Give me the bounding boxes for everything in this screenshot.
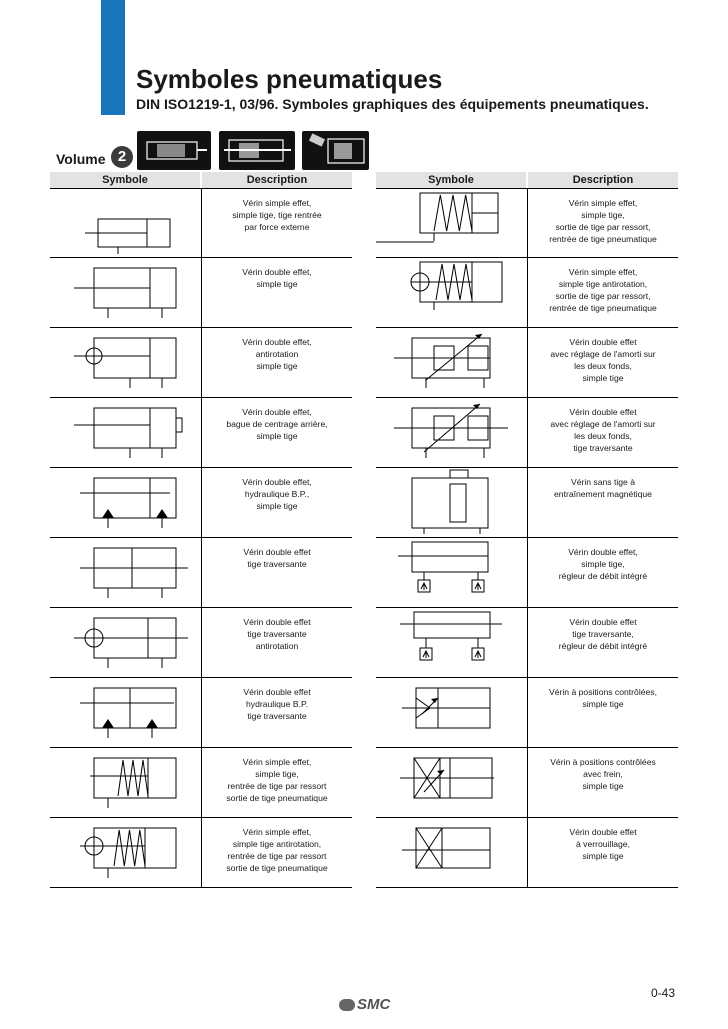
description-line: avec réglage de l'amorti sur [550,419,656,429]
left-symbol-table [50,172,352,888]
description-cell [202,678,352,747]
description-line: régleur de débit intégré [558,641,648,651]
volume-number-badge: 2 [111,146,133,168]
double-acting-through-rod-antirotation-symbol [50,608,202,677]
header-accent-bar [101,0,125,115]
cylinder-thumbnail-image-2 [219,131,295,170]
description-line: sortie de tige par ressort, [555,222,651,232]
description-line: Vérin double effet, [568,547,638,557]
description-line: Vérin simple effet, [242,198,312,208]
table-row [50,258,352,328]
description-line: simple tige [582,781,624,791]
col-header-symbol: Symbole [50,172,200,188]
description-line: sortie de tige pneumatique [226,793,328,803]
description-line: tige traversante [573,443,633,453]
description-line: régleur de débit intégré [558,571,648,581]
description-line: les deux fonds, [574,361,632,371]
smc-logo-text: SMC [357,996,391,1013]
description-cell [202,189,352,258]
description-line: bague de centrage arrière, [226,419,328,429]
table-row [50,188,352,258]
description-line: Vérin double effet [243,547,311,557]
table-row [376,608,678,678]
description-line: Vérin double effet [243,687,311,697]
description-line: Vérin double effet [243,617,311,627]
description-cell [202,468,352,537]
description-line: Vérin double effet, [242,337,312,347]
table-header [376,172,678,188]
description-line: simple tige [256,431,298,441]
double-acting-locking-symbol [376,818,528,887]
table-row [50,748,352,818]
table-row [376,398,678,468]
description-line: Vérin double effet [569,827,637,837]
table-row [50,818,352,888]
table-row [376,468,678,538]
table-row [50,678,352,748]
description-line: Vérin double effet [569,337,637,347]
description-line: simple tige, tige rentrée [232,210,322,220]
description-cell [202,818,352,887]
description-cell [528,258,678,327]
double-acting-rear-centering-symbol [50,398,202,467]
description-cell [528,538,678,607]
description-line: simple tige [582,851,624,861]
description-line: Vérin double effet [569,617,637,627]
description-line: simple tige [256,279,298,289]
description-line: Vérin double effet, [242,267,312,277]
description-line: Vérin simple effet, [568,267,638,277]
single-acting-spring-extend-symbol [376,189,528,258]
table-row [376,328,678,398]
table-row [376,818,678,888]
description-line: simple tige [582,373,624,383]
controlled-positions-symbol [376,678,528,747]
table-row [376,678,678,748]
double-acting-through-rod-symbol [50,538,202,607]
smc-logo [339,996,390,1013]
description-line: simple tige [582,699,624,709]
description-line: à verrouillage, [576,839,630,849]
description-line: rentrée de tige par ressort [227,851,327,861]
description-cell [528,468,678,537]
description-cell [202,398,352,467]
description-line: les deux fonds, [574,431,632,441]
double-acting-adjustable-cushion-symbol [376,328,528,397]
description-line: sortie de tige par ressort, [555,291,651,301]
table-row [50,538,352,608]
description-cell [528,189,678,258]
table-header [50,172,352,188]
single-acting-antirotation-spring-return-symbol [50,818,202,887]
description-cell [202,328,352,397]
right-symbol-table [376,172,678,888]
description-cell [528,818,678,887]
description-cell [528,608,678,677]
rodless-magnetic-symbol [376,468,528,537]
table-row [376,748,678,818]
description-line: simple tige [256,501,298,511]
single-acting-antirotation-spring-extend-symbol [376,258,528,327]
description-line: sortie de tige pneumatique [226,863,328,873]
table-row [376,258,678,328]
description-line: tige traversante [247,629,307,639]
description-line: simple tige, [581,559,625,569]
description-cell [528,328,678,397]
description-line: Vérin double effet, [242,477,312,487]
col-header-description: Description [202,172,352,188]
description-line: Vérin à positions contrôlées, [549,687,657,697]
double-acting-antirotation-symbol [50,328,202,397]
page-subtitle: DIN ISO1219-1, 03/96. Symboles graphiques des équipements pneumatiques. [136,96,649,112]
table-row [376,538,678,608]
description-line: rentrée de tige pneumatique [549,303,657,313]
description-line: Vérin double effet [569,407,637,417]
description-line: antirotation [255,349,299,359]
description-line: rentrée de tige pneumatique [549,234,657,244]
description-line: entraînement magnétique [554,489,652,499]
double-acting-single-rod-symbol [50,258,202,327]
description-line: avec frein, [583,769,623,779]
double-acting-adjustable-cushion-through-rod-symbol [376,398,528,467]
description-cell [202,258,352,327]
description-line: Vérin sans tige à [570,477,635,487]
description-cell [202,748,352,817]
description-line: Vérin à positions contrôlées [550,757,656,767]
volume-label: Volume [56,151,106,167]
description-line: antirotation [255,641,299,651]
col-header-symbol: Symbole [376,172,526,188]
description-cell [202,538,352,607]
description-line: rentrée de tige par ressort [227,781,327,791]
description-line: simple tige antirotation, [558,279,648,289]
description-line: Vérin simple effet, [242,757,312,767]
description-cell [528,398,678,467]
description-cell [528,748,678,817]
double-acting-through-rod-flow-regulator-symbol [376,608,528,677]
description-line: tige traversante, [572,629,634,639]
description-line: hydraulique B.P. [246,699,308,709]
table-row [50,468,352,538]
single-acting-spring-return-symbol [50,748,202,817]
description-line: tige traversante [247,711,307,721]
double-acting-hydraulic-through-rod-symbol [50,678,202,747]
cylinder-thumbnail-image-3 [302,131,369,170]
double-acting-flow-regulator-symbol [376,538,528,607]
description-cell [202,608,352,677]
smc-logo-mark [339,999,355,1011]
description-line: par force externe [244,222,310,232]
description-line: simple tige [256,361,298,371]
description-cell [528,678,678,747]
description-line: simple tige antirotation, [232,839,322,849]
description-line: tige traversante [247,559,307,569]
page-title: Symboles pneumatiques [136,64,443,94]
description-line: Vérin double effet, [242,407,312,417]
table-row [50,398,352,468]
col-header-description: Description [528,172,678,188]
page-number: 0-43 [651,986,676,1000]
double-acting-hydraulic-bp-symbol [50,468,202,537]
table-row [50,608,352,678]
controlled-positions-brake-symbol [376,748,528,817]
description-line: Vérin simple effet, [242,827,312,837]
description-line: simple tige, [581,210,625,220]
cylinder-thumbnail-image-1 [137,131,211,170]
description-line: avec réglage de l'amorti sur [550,349,656,359]
description-line: Vérin simple effet, [568,198,638,208]
description-line: hydraulique B.P., [244,489,310,499]
description-line: simple tige, [255,769,299,779]
single-acting-external-force-symbol [50,189,202,258]
table-row [50,328,352,398]
table-row [376,188,678,258]
